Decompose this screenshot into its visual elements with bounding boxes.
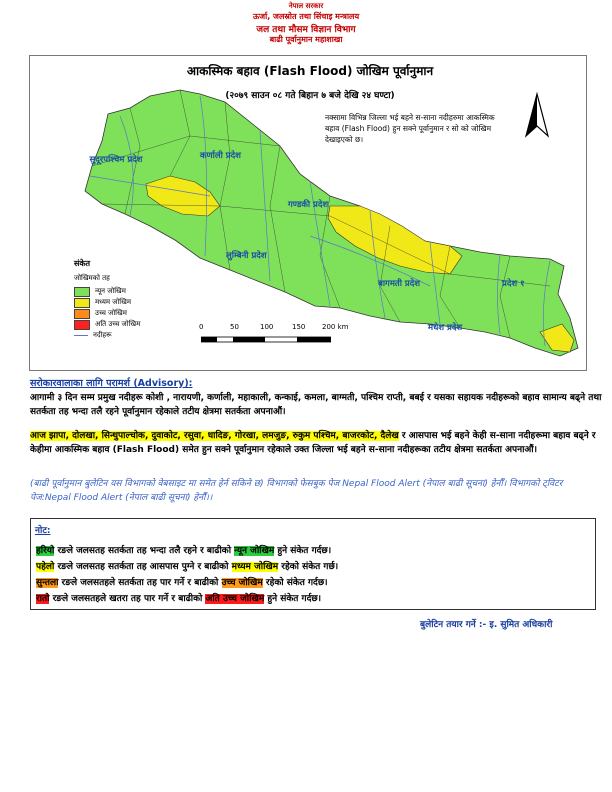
advisory-paragraph-2: आज झापा, दोलखा, सिन्धुपाल्चोक, दुवाकोट, रसुवा, धादिङ, गोरखा, लमजुङ, रुकुम पश्चिम, बाजरकोट, दैलेख र आसपास भई बहने केही स-साना नदीहरूमा बहाव बढ्ने र केहीमा आकस्मिक बहाव (Flash Flood) समेत हुन सक्ने पूर्वानुमान रहेकाले उक्त जिल्ला भई बहने स-साना नदीहरूका तटीय क्षेत्रमा सतर्कता अपनाऔं। xyxy=(30,431,596,455)
note-line-red: रातो रङले जलसतहले खतरा तह पार गर्ने र बाढीको अति उच्च जोखिम हुने संकेत गर्दछ। xyxy=(36,594,322,604)
legend-item-low: न्यून जोखिम xyxy=(74,286,140,297)
map-note: नक्सामा विभिन्न जिल्ला भई बहने स-साना नदीहरुमा आकस्मिक बहाव (Flash Flood) हुन सक्ने पूर्वानुमान र सो को जोखिम देखाइएको छ। xyxy=(325,113,495,144)
province-karnali: कर्णाली प्रदेश xyxy=(200,151,241,161)
advisory-paragraph-3: (बाढी पूर्वानुमान बुलेटिन यस विभागको वेबसाइट मा समेत हेर्न सकिने छ) विभागको फेसबुक पेज Nepal Flood Alert (नेपाल बाढी सूचना) हेर्नौं। विभागको ट्विटर पेज:Nepal Flood Alert (नेपाल बाढी सूचना) हेर्नौं।। xyxy=(30,479,563,503)
scale-bar xyxy=(201,336,331,344)
legend-heading: जोखिमको तह xyxy=(74,274,110,282)
province-bagmati: बागमती प्रदेश xyxy=(378,279,421,289)
province-sudurpaschim: सुदूरपश्चिम प्रदेश xyxy=(89,155,143,165)
legend-item-high: उच्च जोखिम xyxy=(74,308,140,319)
division-line: बाढी पूर्वानुमान महाशाखा xyxy=(269,35,343,44)
province-1: प्रदेश १ xyxy=(502,279,525,289)
gov-line: नेपाल सरकार xyxy=(288,2,324,10)
province-lumbini: लुम्बिनी प्रदेश xyxy=(226,251,267,261)
advisory-paragraph-1: आगामी ३ दिन सम्म प्रमुख नदीहरू कोशी , नारायणी, कर्णाली, महाकाली, कन्काई, कमला, बाग्मती, पश्चिम राप्ती, बबई र यसका सहायक नदीहरूको बहाव सामान्य बढ्ने तथा सतर्कता तह भन्दा तलै रहने पूर्वानुमान रहेकाले तटीय क्षेत्रमा सतर्कता अपनाऔं। xyxy=(30,393,602,417)
bulletin-signature: बुलेटिन तयार गर्ने :- इ. सुमित अधिकारी xyxy=(420,620,553,630)
map-title: आकस्मिक बहाव (Flash Flood) जोखिम पूर्वानुमान xyxy=(186,64,434,78)
legend-item-very-high: अति उच्च जोखिम xyxy=(74,319,140,330)
note-title: नोट: xyxy=(35,526,51,536)
north-arrow-icon xyxy=(524,92,550,142)
advisory-title: सरोकारवालाका लागि परामर्श (Advisory): xyxy=(30,378,193,389)
province-gandaki: गण्डकी प्रदेश xyxy=(288,200,329,210)
note-line-orange: सुन्तला रङले जलसतहले सतर्कता तह पार गर्ने र बाढीको उच्च जोखिम रहेको संकेत गर्दछ। xyxy=(36,578,328,588)
department-line: जल तथा मौसम विज्ञान विभाग xyxy=(256,25,356,35)
district-highlight: आज झापा, दोलखा, सिन्धुपाल्चोक, दुवाकोट, रसुवा, धादिङ, गोरखा, लमजुङ, रुकुम पश्चिम, बाजरकोट, दैलेख xyxy=(30,431,399,441)
note-line-green: हरियो रङले जलसतह सतर्कता तह भन्दा तलै रहने र बाढीको न्यून जोखिम हुने संकेत गर्दछ। xyxy=(36,546,332,556)
province-madhesh: मधेश प्रदेश xyxy=(428,323,463,333)
note-line-yellow: पहेलो रङले जलसतह सतर्कता तह आसपास पुग्ने र बाढीको मध्यम जोखिम रहेको संकेत गर्छ। xyxy=(36,562,339,572)
ministry-line: ऊर्जा, जलस्रोत तथा सिंचाइ मन्त्रालय xyxy=(252,12,360,21)
legend-title: संकेत xyxy=(74,259,91,268)
legend-item-rivers: नदीहरू xyxy=(74,330,140,341)
map-subtitle: (२०७९ साउन ०८ गते बिहान ७ बजे देखि २४ घण्टा) xyxy=(225,91,395,101)
map-legend xyxy=(74,258,140,341)
note-box xyxy=(30,518,596,610)
legend-item-moderate: मध्यम जोखिम xyxy=(74,297,140,308)
